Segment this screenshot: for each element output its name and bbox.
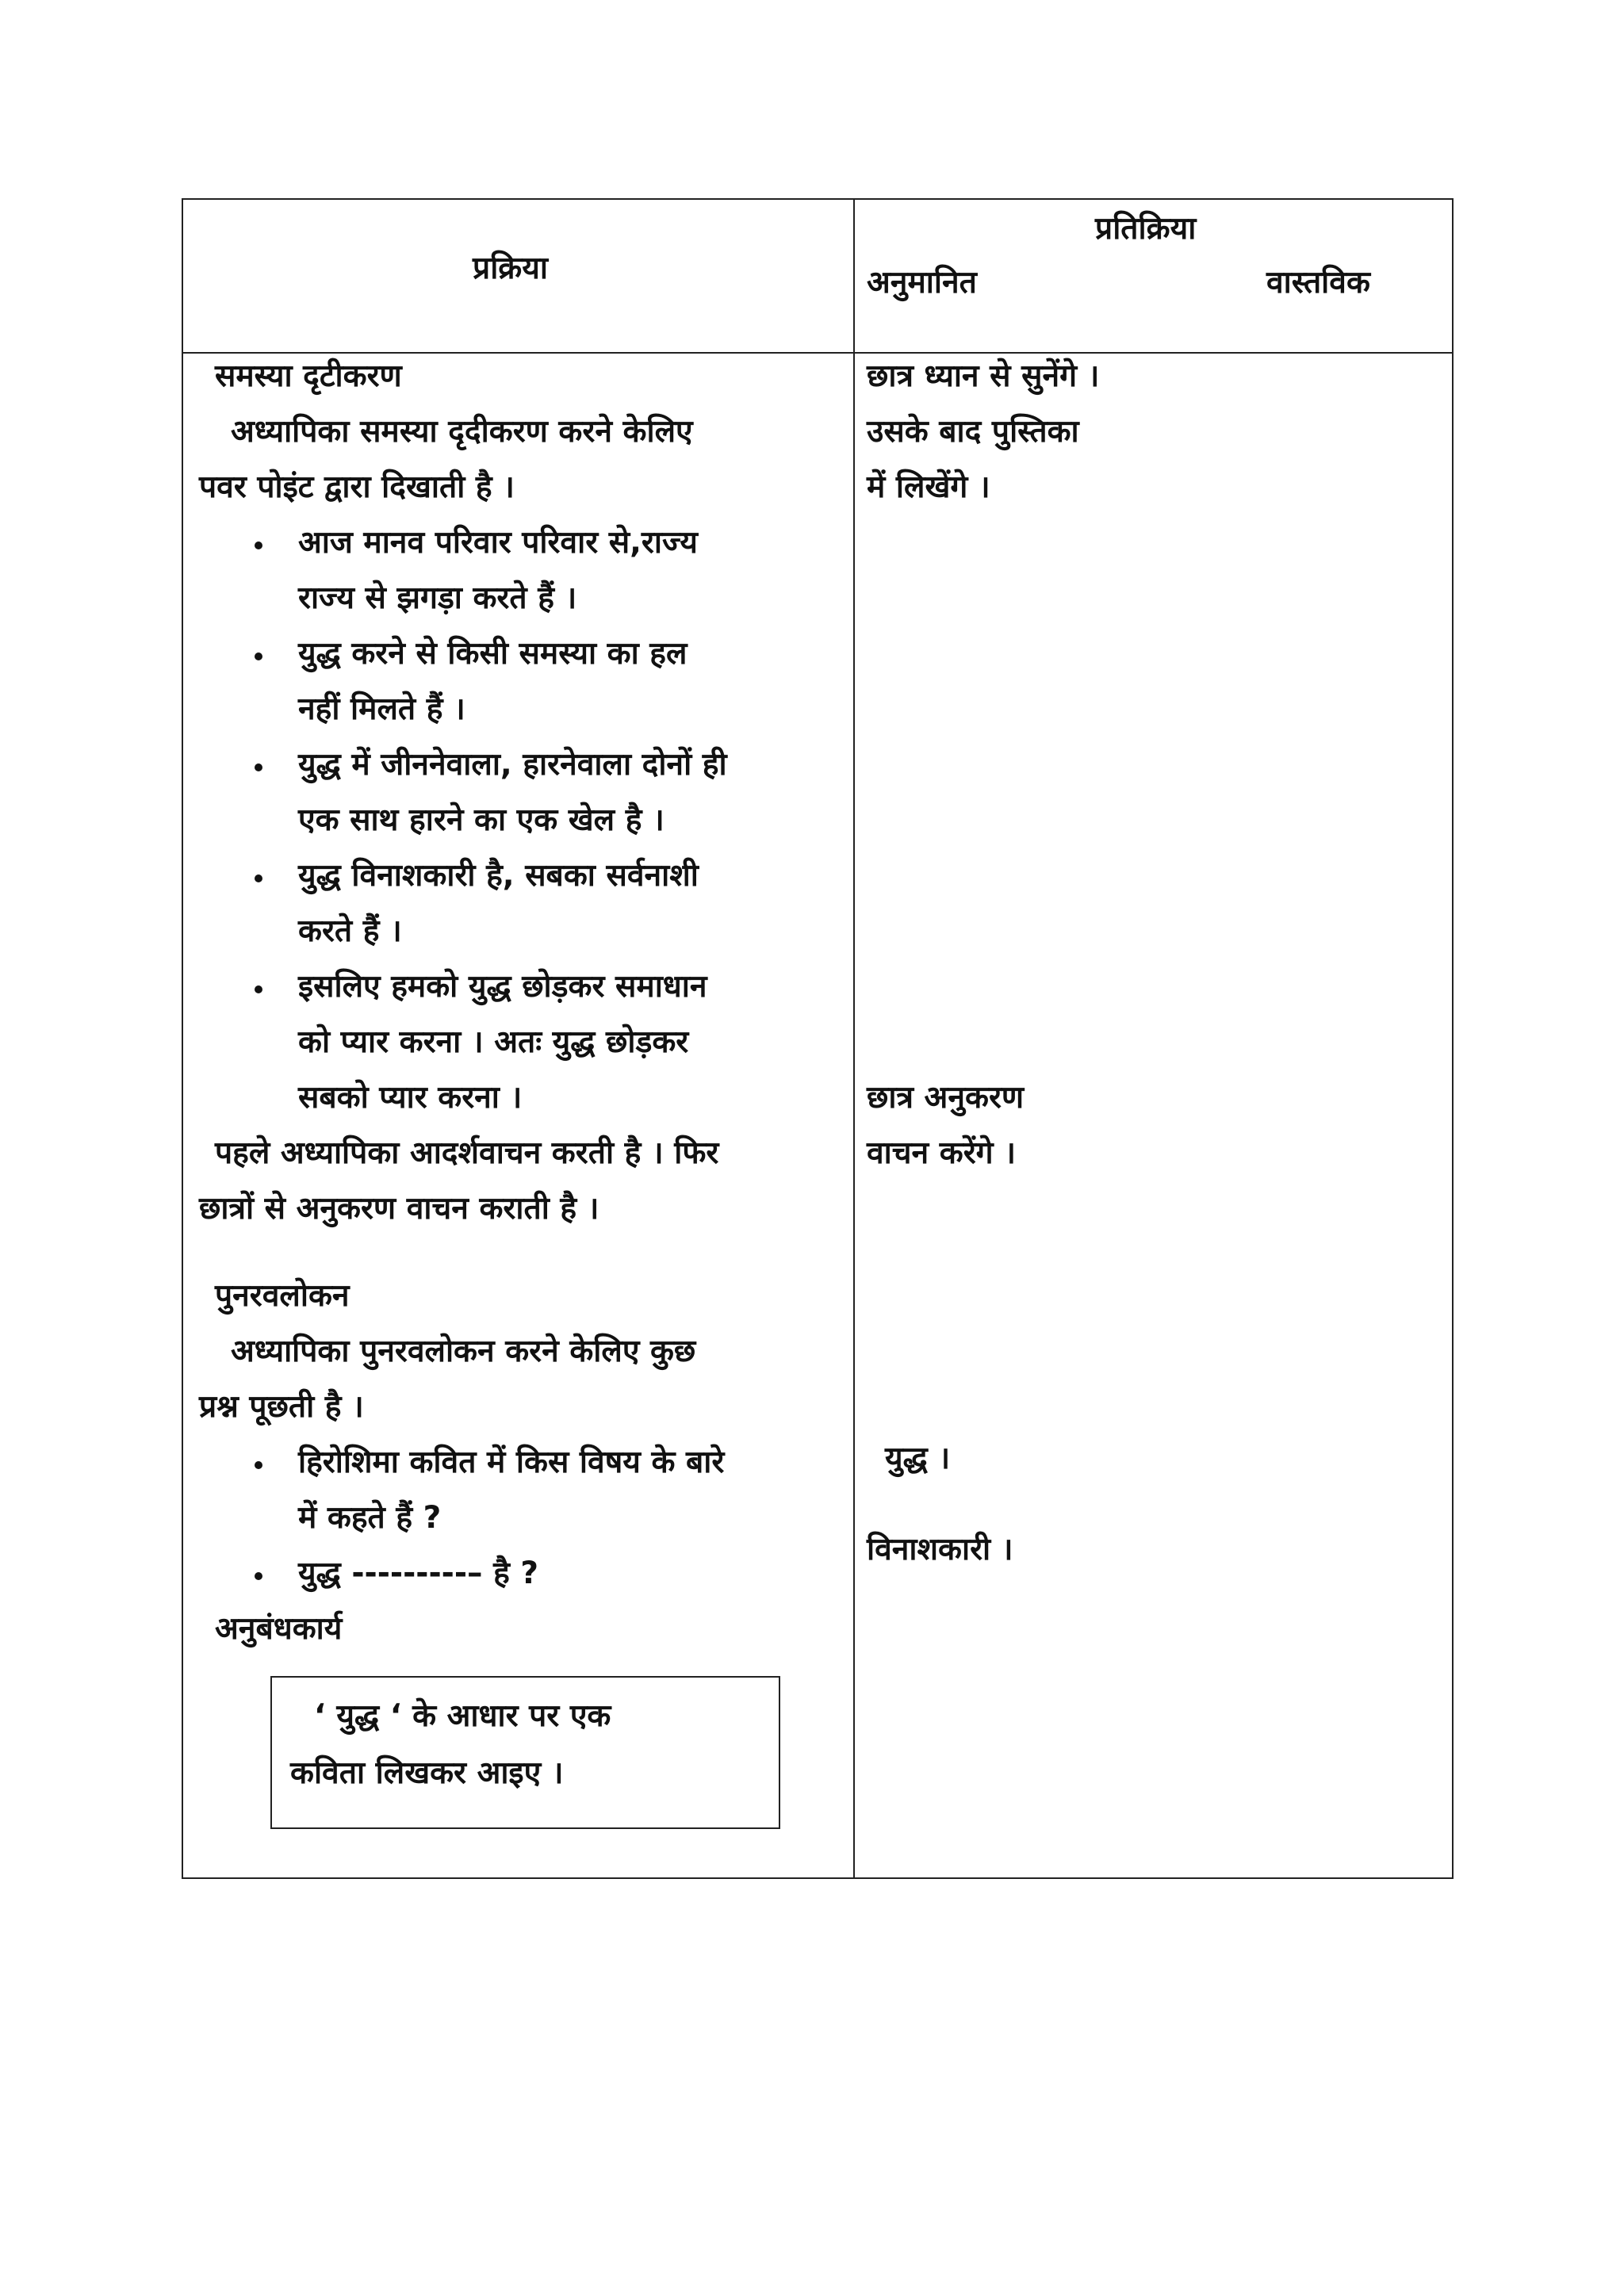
reading-line-2: छात्रों से अनुकरण वाचन कराती है । [199, 1191, 599, 1226]
bullet-2-line-2: नहीं मिलते हैं । [298, 691, 465, 727]
bullet-icon [255, 1572, 262, 1580]
bullet-3-line-2: एक साथ हारने का एक खेल है । [298, 802, 665, 838]
review-line-2: प्रश्न पूछती है । [199, 1389, 364, 1425]
bullet-4-line-2: करते हैं । [298, 913, 402, 949]
bullet-icon [255, 652, 262, 660]
header-actual: वास्तविक [1266, 265, 1370, 300]
question-1-line-2: में कहते हैं ? [298, 1500, 442, 1536]
intro-line-2: पवर पोइंट द्वारा दिखाती है । [199, 469, 515, 505]
header-divider [183, 352, 1452, 354]
lesson-table [182, 198, 1454, 1879]
header-process: प्रक्रिया [473, 251, 548, 286]
header-expected: अनुमानित [867, 265, 977, 300]
bullet-1-line-2: राज्य से झगड़ा करते हैं । [298, 580, 577, 616]
intro-line-1: अध्यापिका समस्या दृदीकरण करने केलिए [231, 414, 693, 450]
question-2-line-1: युद्ध ---------– है ? [298, 1556, 539, 1591]
response-2-line-2: वाचन करेंगे । [867, 1135, 1016, 1171]
header-response: प्रतिक्रिया [1095, 211, 1197, 247]
section-title-problem: समस्या दृटीकरण [215, 358, 402, 394]
bullet-icon [255, 985, 262, 993]
homework-line-2: कविता लिखकर आइए । [290, 1755, 564, 1791]
bullet-3-line-1: युद्ध में जीननेवाला, हारनेवाला दोनों ही [298, 747, 727, 783]
bullet-5-line-1: इसलिए हमको युद्ध छोड़कर समाधान [298, 969, 707, 1004]
response-1-line-3: में लिखेंगे । [867, 469, 990, 505]
section-title-review: पुनरवलोकन [215, 1278, 350, 1314]
bullet-icon [255, 874, 262, 882]
reading-line-1: पहले अध्यापिका आदर्शवाचन करती है । फिर [215, 1135, 719, 1171]
bullet-icon [255, 541, 262, 549]
bullet-4-line-1: युद्ध विनाशकारी है, सबका सर्वनाशी [298, 858, 699, 894]
bullet-5-line-2: को प्यार करना । अतः युद्ध छोड़कर [298, 1024, 689, 1060]
bullet-5-line-3: सबको प्यार करना । [298, 1080, 523, 1115]
response-4: विनाशकारी । [867, 1532, 1013, 1567]
response-1-line-1: छात्र ध्यान से सुनेंगे । [867, 358, 1100, 394]
bullet-icon [255, 1461, 262, 1469]
response-1-line-2: उसके बाद पुस्तिका [867, 414, 1079, 450]
review-line-1: अध्यापिका पुनरवलोकन करने केलिए कुछ [231, 1334, 696, 1369]
bullet-1-line-1: आज मानव परिवार परिवार से,राज्य [298, 525, 698, 561]
column-divider [853, 200, 855, 1877]
response-3: युद्ध । [885, 1441, 951, 1476]
bullet-icon [255, 763, 262, 771]
response-2-line-1: छात्र अनुकरण [867, 1080, 1025, 1115]
homework-line-1: ‘ युद्ध ‘ के आधार पर एक [314, 1698, 611, 1734]
bullet-2-line-1: युद्ध करने से किसी समस्या का हल [298, 636, 688, 672]
question-1-line-1: हिरोशिमा कवित में किस विषय के बारे [298, 1445, 725, 1480]
section-title-homework: अनुबंधकार्य [215, 1611, 343, 1647]
